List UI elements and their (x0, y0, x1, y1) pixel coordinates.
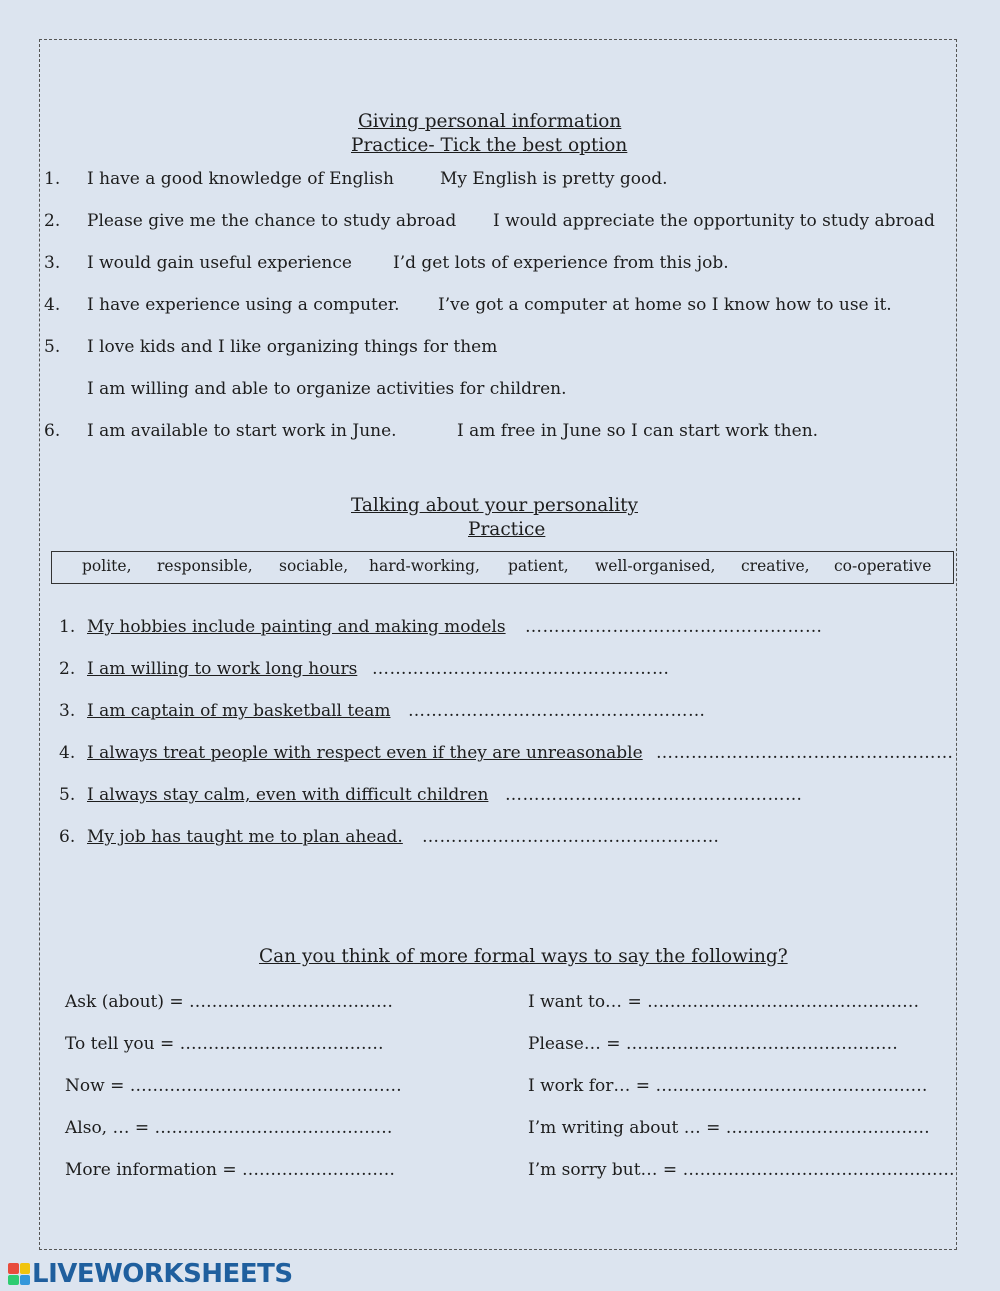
word-co-operative: co-operative (834, 557, 932, 575)
logo-mark-icon (8, 1263, 30, 1285)
s1-item3-number: 3. (44, 253, 61, 273)
s2-item2-number: 2. (59, 659, 76, 679)
s2-item4-answer[interactable]: …………………………………………… (656, 743, 954, 763)
section1-title: Giving personal information (358, 111, 622, 132)
word-sociable: sociable, (279, 557, 349, 575)
s2-item3-number: 3. (59, 701, 76, 721)
word-patient: patient, (508, 557, 569, 575)
s1-item3-option-a[interactable]: I would gain useful experience (87, 253, 352, 273)
s1-item2-option-b[interactable]: I would appreciate the opportunity to study abroad (493, 211, 935, 231)
s1-item4-option-a[interactable]: I have experience using a computer. (87, 295, 400, 315)
s1-item5-number: 5. (44, 337, 61, 357)
s1-item6-number: 6. (44, 421, 61, 441)
s2-item6-number: 6. (59, 827, 76, 847)
s2-item2-text: I am willing to work long hours (87, 659, 358, 679)
s3-right-4[interactable]: I’m writing about … = ……………………………… (528, 1118, 930, 1138)
s1-item1-option-a[interactable]: I have a good knowledge of English (87, 169, 394, 189)
s3-right-5[interactable]: I’m sorry but… = ………………………………………… (528, 1160, 955, 1180)
s2-item2-answer[interactable]: …………………………………………… (372, 659, 670, 679)
s1-item2-number: 2. (44, 211, 61, 231)
s1-item1-number: 1. (44, 169, 61, 189)
liveworksheets-logo[interactable] (8, 1260, 293, 1288)
s2-item1-answer[interactable]: …………………………………………… (525, 617, 823, 637)
s2-item4-number: 4. (59, 743, 76, 763)
s2-item5-number: 5. (59, 785, 76, 805)
s3-right-3[interactable]: I work for… = ………………………………………… (528, 1076, 928, 1096)
s1-item6-option-a[interactable]: I am available to start work in June. (87, 421, 397, 441)
s2-item5-answer[interactable]: …………………………………………… (505, 785, 803, 805)
word-responsible: responsible, (157, 557, 253, 575)
word-creative: creative, (741, 557, 810, 575)
s3-left-1[interactable]: Ask (about) = ……………………………… (65, 992, 394, 1012)
s1-item1-option-b[interactable]: My English is pretty good. (440, 169, 668, 189)
s1-item4-option-b[interactable]: I’ve got a computer at home so I know how to use it. (438, 295, 892, 315)
s2-item1-number: 1. (59, 617, 76, 637)
s2-item4-text: I always treat people with respect even if they are unreasonable (87, 743, 643, 763)
s3-left-2[interactable]: To tell you = ……………………………… (65, 1034, 384, 1054)
section2-subtitle: Practice (468, 519, 546, 540)
s3-left-4[interactable]: Also, … = …………………………………… (65, 1118, 393, 1138)
s2-item6-text: My job has taught me to plan ahead. (87, 827, 403, 847)
s1-item5-option-a[interactable]: I love kids and I like organizing things for them (87, 337, 498, 357)
s3-right-1[interactable]: I want to… = ………………………………………… (528, 992, 920, 1012)
word-bank (51, 551, 954, 584)
section2-title: Talking about your personality (351, 495, 639, 516)
s3-left-5[interactable]: More information = ……………………… (65, 1160, 396, 1180)
s2-item3-text: I am captain of my basketball team (87, 701, 391, 721)
s3-right-2[interactable]: Please… = ………………………………………… (528, 1034, 898, 1054)
s1-item2-option-a[interactable]: Please give me the chance to study abroad (87, 211, 457, 231)
section1-subtitle: Practice- Tick the best option (351, 135, 628, 156)
s1-item5-option-b[interactable]: I am willing and able to organize activities for children. (87, 379, 567, 399)
s1-item4-number: 4. (44, 295, 61, 315)
word-hard-working: hard-working, (369, 557, 480, 575)
s2-item5-text: I always stay calm, even with difficult children (87, 785, 489, 805)
s2-item6-answer[interactable]: …………………………………………… (422, 827, 720, 847)
s2-item3-answer[interactable]: …………………………………………… (408, 701, 706, 721)
s2-item1-text: My hobbies include painting and making models (87, 617, 506, 637)
s1-item6-option-b[interactable]: I am free in June so I can start work then. (457, 421, 819, 441)
s3-left-3[interactable]: Now = ………………………………………… (65, 1076, 402, 1096)
word-well-organised: well-organised, (595, 557, 716, 575)
section3-title: Can you think of more formal ways to say the following? (259, 946, 788, 967)
logo-text: LIVEWORKSHEETS (32, 1259, 293, 1289)
s1-item3-option-b[interactable]: I’d get lots of experience from this job. (393, 253, 729, 273)
word-polite: polite, (82, 557, 132, 575)
